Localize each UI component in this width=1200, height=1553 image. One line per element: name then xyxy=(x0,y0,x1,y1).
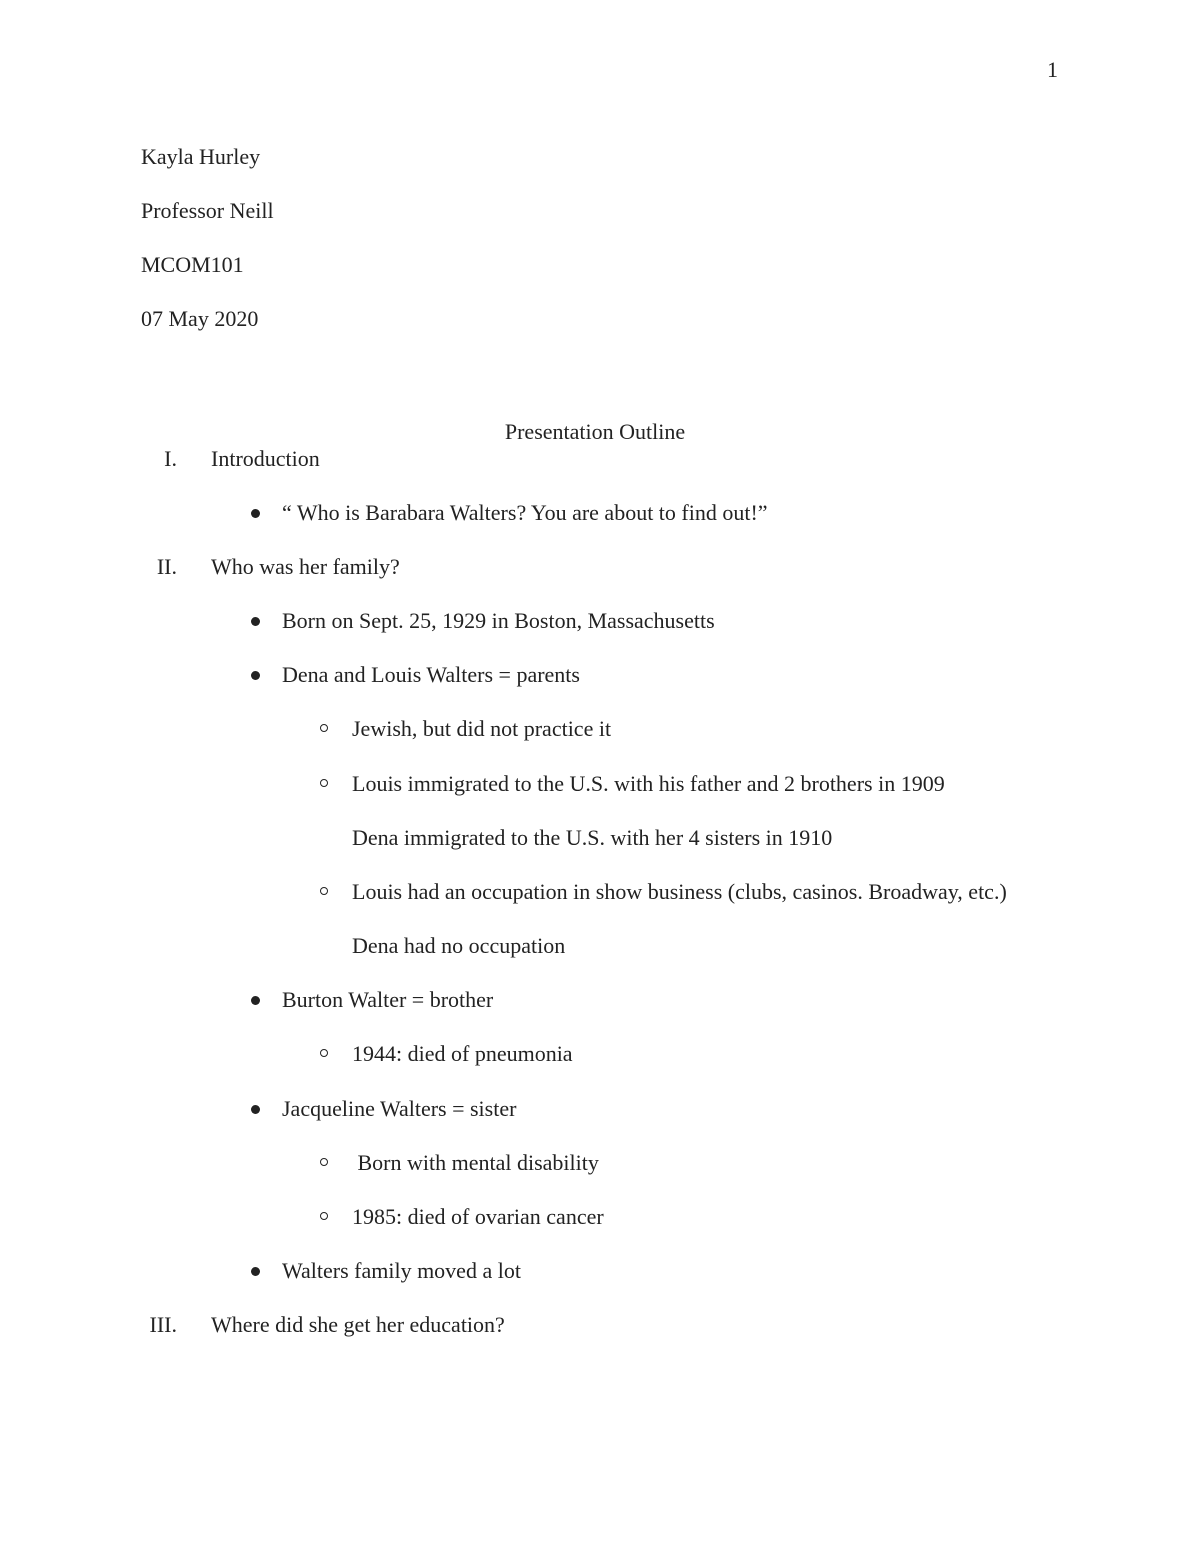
bullet-parents: Dena and Louis Walters = parents xyxy=(282,662,580,687)
bullet-dot xyxy=(251,509,260,518)
subbullet-louis-occupation: Louis had an occupation in show business (clubs, casinos. Broadway, etc.) xyxy=(352,879,1007,904)
bullet-sister: Jacqueline Walters = sister xyxy=(282,1096,517,1121)
subbullet-dena-occupation: Dena had no occupation xyxy=(352,933,566,958)
bullet-circle xyxy=(320,779,328,787)
section-heading-introduction: Introduction xyxy=(211,446,320,471)
bullet-moved: Walters family moved a lot xyxy=(282,1258,521,1283)
subbullet-sister-died: 1985: died of ovarian cancer xyxy=(352,1204,604,1229)
document-title: Presentation Outline xyxy=(504,419,686,444)
bullet-brother: Burton Walter = brother xyxy=(282,987,494,1012)
bullet-born: Born on Sept. 25, 1929 in Boston, Massachusetts xyxy=(282,608,715,633)
section-heading-education: Where did she get her education? xyxy=(211,1312,505,1337)
bullet-circle xyxy=(320,1049,328,1057)
subbullet-dena-immigrated: Dena immigrated to the U.S. with her 4 sisters in 1910 xyxy=(352,825,833,850)
professor-name: Professor Neill xyxy=(141,198,274,223)
bullet-dot xyxy=(251,1105,260,1114)
page-number: 1 xyxy=(1047,57,1058,82)
subbullet-brother-died: 1944: died of pneumonia xyxy=(352,1041,573,1066)
bullet-dot xyxy=(251,617,260,626)
bullet-circle xyxy=(320,724,328,732)
section-numeral-3: III. xyxy=(149,1312,177,1337)
bullet-dot xyxy=(251,671,260,680)
author-name: Kayla Hurley xyxy=(141,144,261,169)
subbullet-sister-disability: Born with mental disability xyxy=(352,1150,599,1175)
bullet-dot xyxy=(251,996,260,1005)
bullet-circle xyxy=(320,1158,328,1166)
subbullet-jewish: Jewish, but did not practice it xyxy=(352,716,612,741)
section-heading-family: Who was her family? xyxy=(211,554,400,579)
bullet-circle xyxy=(320,887,328,895)
section-numeral-1: I. xyxy=(164,446,177,471)
section-numeral-2: II. xyxy=(156,554,177,579)
bullet-intro-quote: “ Who is Barabara Walters? You are about to find out!” xyxy=(282,500,768,525)
date: 07 May 2020 xyxy=(141,306,259,331)
bullet-dot xyxy=(251,1267,260,1276)
course-code: MCOM101 xyxy=(141,252,244,277)
bullet-circle xyxy=(320,1212,328,1220)
subbullet-louis-immigrated: Louis immigrated to the U.S. with his father and 2 brothers in 1909 xyxy=(352,771,945,796)
